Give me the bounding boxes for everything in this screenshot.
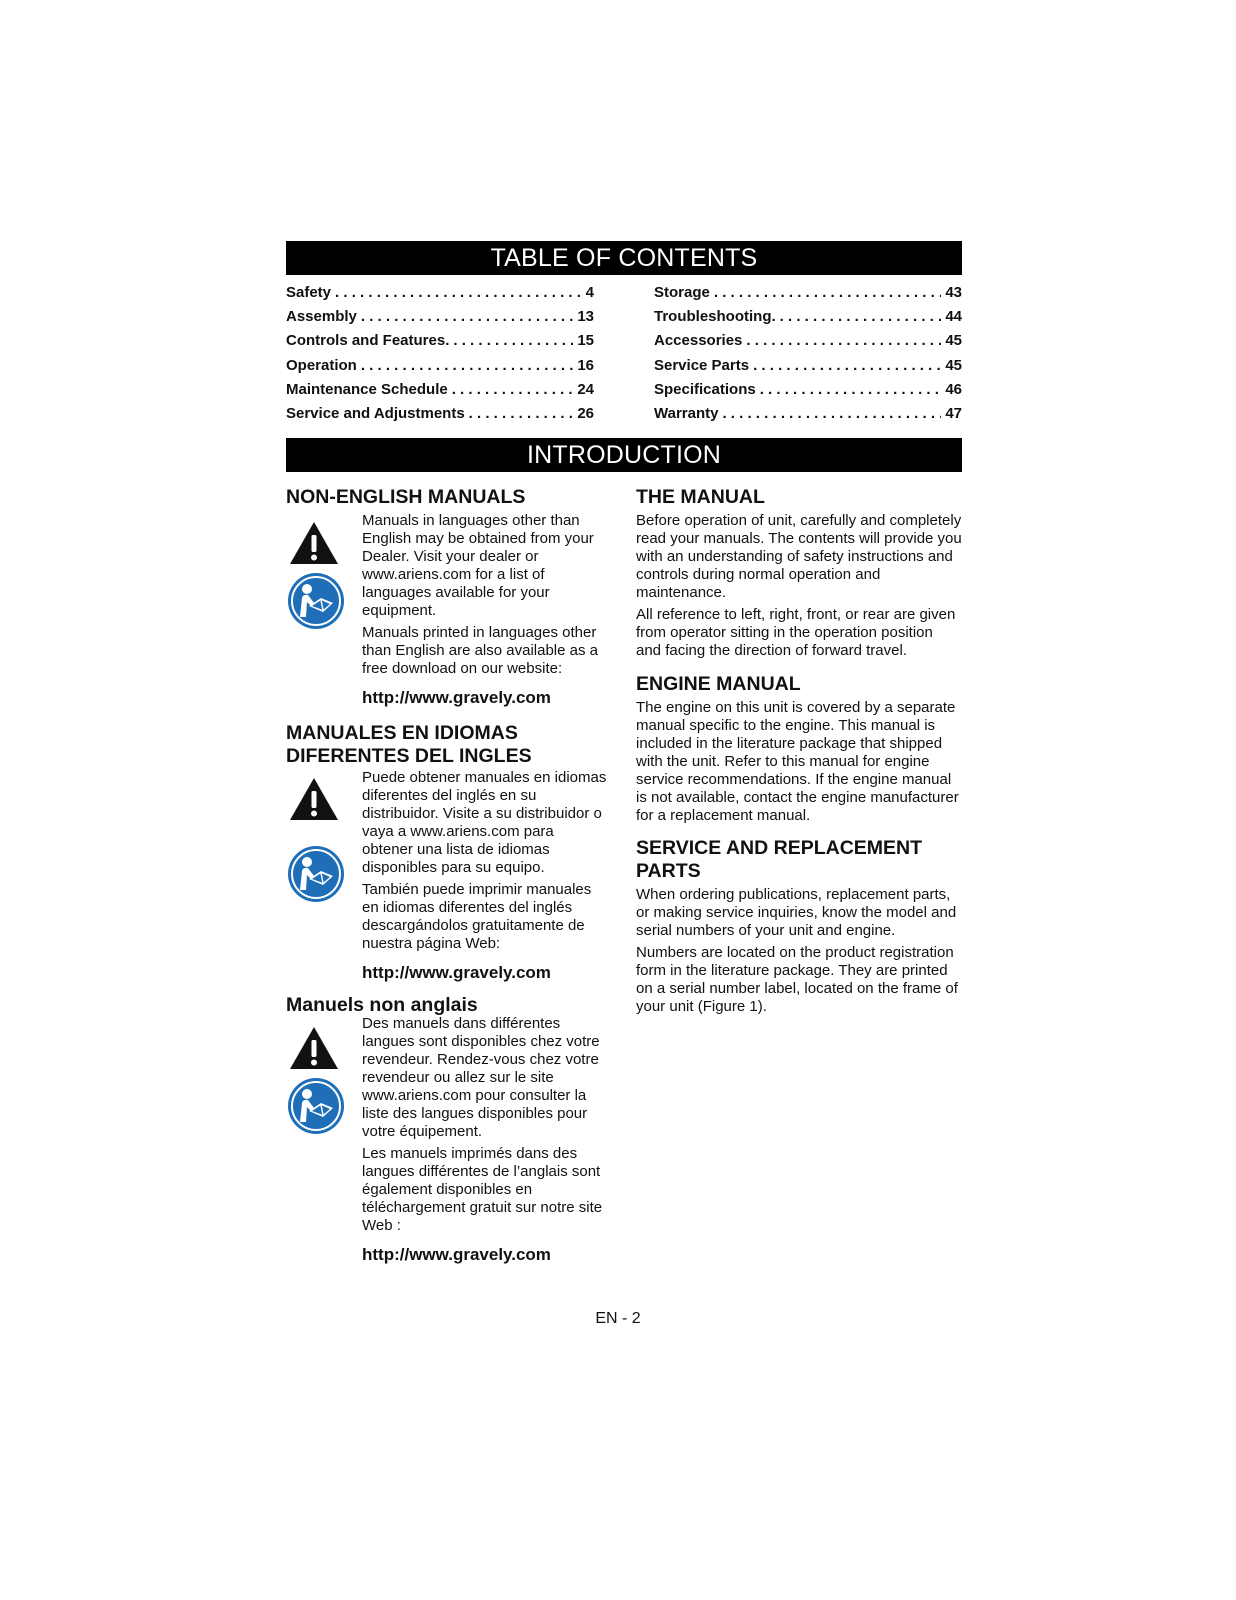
toc-banner: TABLE OF CONTENTS bbox=[286, 241, 962, 275]
toc-left-column bbox=[286, 281, 594, 426]
paragraph: Manuals in languages other than English may be obtained from your Dealer. Visit your dealer or www.ariens.com for a list of languages available for your equipment. bbox=[362, 512, 594, 620]
toc-entry[interactable] bbox=[654, 378, 962, 402]
leader-dots bbox=[753, 354, 941, 378]
website-link[interactable]: http://www.gravely.com bbox=[362, 1245, 551, 1265]
paragraph: All reference to left, right, front, or rear are given from operator sitting in the operation position and facing the direction of forward travel. bbox=[636, 606, 956, 660]
toc-label: Accessories bbox=[654, 332, 743, 350]
toc-entry[interactable] bbox=[286, 329, 594, 353]
toc-label: Controls and Features. bbox=[286, 332, 450, 350]
toc-label: Safety bbox=[286, 284, 332, 301]
engine-manual-text bbox=[636, 699, 962, 825]
leader-dots bbox=[780, 305, 942, 329]
toc-page: 45 bbox=[945, 356, 962, 374]
leader-dots bbox=[361, 305, 573, 329]
warning-triangle-icon bbox=[288, 520, 340, 566]
right-column bbox=[636, 476, 962, 1265]
service-parts-text bbox=[636, 886, 962, 1016]
leader-dots bbox=[453, 329, 573, 353]
toc-entry[interactable] bbox=[286, 281, 594, 305]
section-heading: NON-ENGLISH MANUALS bbox=[286, 486, 526, 509]
toc-label: Service Parts bbox=[654, 356, 750, 374]
paragraph: Numbers are located on the product registration form in the literature package. They are printed on a serial number label, located on the frame of your unit (Figure 1). bbox=[636, 944, 958, 1016]
toc-entry[interactable] bbox=[654, 329, 962, 353]
toc-entry[interactable] bbox=[286, 378, 594, 402]
toc-entry[interactable] bbox=[286, 402, 594, 426]
paragraph: When ordering publications, replacement parts, or making service inquiries, know the model and serial numbers of your unit and engine. bbox=[636, 886, 957, 940]
toc-label: Warranty bbox=[654, 404, 719, 422]
paragraph: The engine on this unit is covered by a separate manual specific to the engine. This manual is included in the literature package that shipped with the unit. Refer to this manual for engine service recommendations. If the engine manual is not available, contact the engine manufacturer for a replacement manual. bbox=[636, 699, 959, 825]
paragraph: Des manuels dans différentes langues sont disponibles chez votre revendeur. Rendez-vous chez votre revendeur ou allez sur le site www.ariens.com pour consulter la liste des langues disponibles pour votre équipement. bbox=[362, 1015, 600, 1141]
toc-entry[interactable] bbox=[286, 354, 594, 378]
paragraph: Les manuels imprimés dans des langues différentes de l’anglais sont également disponibles en téléchargement gratuit sur notre site Web : bbox=[362, 1145, 603, 1235]
leader-dots bbox=[335, 281, 582, 305]
toc-right-column bbox=[654, 281, 962, 426]
section-heading: Manuels non anglais bbox=[286, 994, 478, 1017]
toc-entry[interactable] bbox=[654, 281, 962, 305]
toc-label: Assembly bbox=[286, 308, 357, 326]
warning-triangle-icon bbox=[288, 776, 340, 822]
paragraph: Before operation of unit, carefully and completely read your manuals. The contents will provide you with an understanding of safety instructions and controls during normal operation and maintenance. bbox=[636, 512, 962, 602]
toc-page: 15 bbox=[577, 332, 594, 350]
leader-dots bbox=[760, 378, 942, 402]
read-manual-icon bbox=[287, 572, 345, 630]
read-manual-icon bbox=[287, 1077, 345, 1135]
leader-dots bbox=[361, 354, 573, 378]
toc-label: Specifications bbox=[654, 380, 756, 398]
toc-entry[interactable] bbox=[654, 354, 962, 378]
paragraph: Manuals printed in languages other than English are also available as a free download on our website: bbox=[362, 624, 598, 678]
manual-page bbox=[286, 241, 962, 1265]
toc-entry[interactable] bbox=[286, 305, 594, 329]
section-heading: THE MANUAL bbox=[636, 486, 765, 509]
leader-dots bbox=[722, 402, 941, 426]
toc-label: Operation bbox=[286, 356, 357, 374]
introduction-body bbox=[286, 476, 962, 1265]
section-heading: SERVICE AND REPLACEMENT PARTS bbox=[636, 837, 923, 883]
leader-dots bbox=[746, 329, 941, 353]
toc-page: 43 bbox=[945, 284, 962, 301]
introduction-banner: INTRODUCTION bbox=[286, 438, 962, 472]
toc-page: 47 bbox=[945, 404, 962, 422]
toc-entry[interactable] bbox=[654, 305, 962, 329]
toc-page: 24 bbox=[577, 380, 594, 398]
toc-page: 46 bbox=[945, 380, 962, 398]
toc-label: Storage bbox=[654, 284, 710, 301]
french-block bbox=[286, 1015, 608, 1265]
toc-label: Service and Adjustments bbox=[286, 404, 465, 422]
the-manual-text bbox=[636, 512, 962, 660]
toc-page: 45 bbox=[945, 332, 962, 350]
section-heading: ENGINE MANUAL bbox=[636, 673, 801, 696]
section-heading: MANUALES EN IDIOMAS DIFERENTES DEL INGLES bbox=[286, 722, 532, 768]
page-number: EN - 2 bbox=[595, 1310, 641, 1327]
icon-stack bbox=[286, 1015, 362, 1265]
leader-dots bbox=[452, 378, 574, 402]
text-block bbox=[362, 769, 608, 983]
icon-stack bbox=[286, 769, 362, 983]
toc-page: 44 bbox=[945, 308, 962, 326]
left-column bbox=[286, 476, 608, 1265]
toc-label: Maintenance Schedule bbox=[286, 380, 448, 398]
text-block bbox=[362, 512, 608, 708]
website-link[interactable]: http://www.gravely.com bbox=[362, 688, 551, 708]
warning-triangle-icon bbox=[288, 1025, 340, 1071]
icon-stack bbox=[286, 512, 362, 708]
spanish-block bbox=[286, 769, 608, 983]
toc-label: Troubleshooting. bbox=[654, 308, 776, 326]
leader-dots bbox=[469, 402, 574, 426]
paragraph: También puede imprimir manuales en idiomas diferentes del inglés descargándolos gratuitamente de nuestra página Web: bbox=[362, 881, 592, 953]
table-of-contents bbox=[286, 281, 962, 426]
toc-page: 13 bbox=[577, 308, 594, 326]
website-link[interactable]: http://www.gravely.com bbox=[362, 963, 551, 983]
paragraph: Puede obtener manuales en idiomas diferentes del inglés en su distribuidor. Visite a su distribuidor o vaya a www.ariens.com para obtener una lista de idiomas disponibles para su equipo. bbox=[362, 769, 607, 877]
read-manual-icon bbox=[287, 845, 345, 903]
non-english-block bbox=[286, 512, 608, 708]
text-block bbox=[362, 1015, 608, 1265]
leader-dots bbox=[714, 281, 941, 305]
toc-page: 16 bbox=[577, 356, 594, 374]
toc-entry[interactable] bbox=[654, 402, 962, 426]
toc-page: 26 bbox=[577, 404, 594, 422]
toc-page: 4 bbox=[585, 284, 594, 301]
